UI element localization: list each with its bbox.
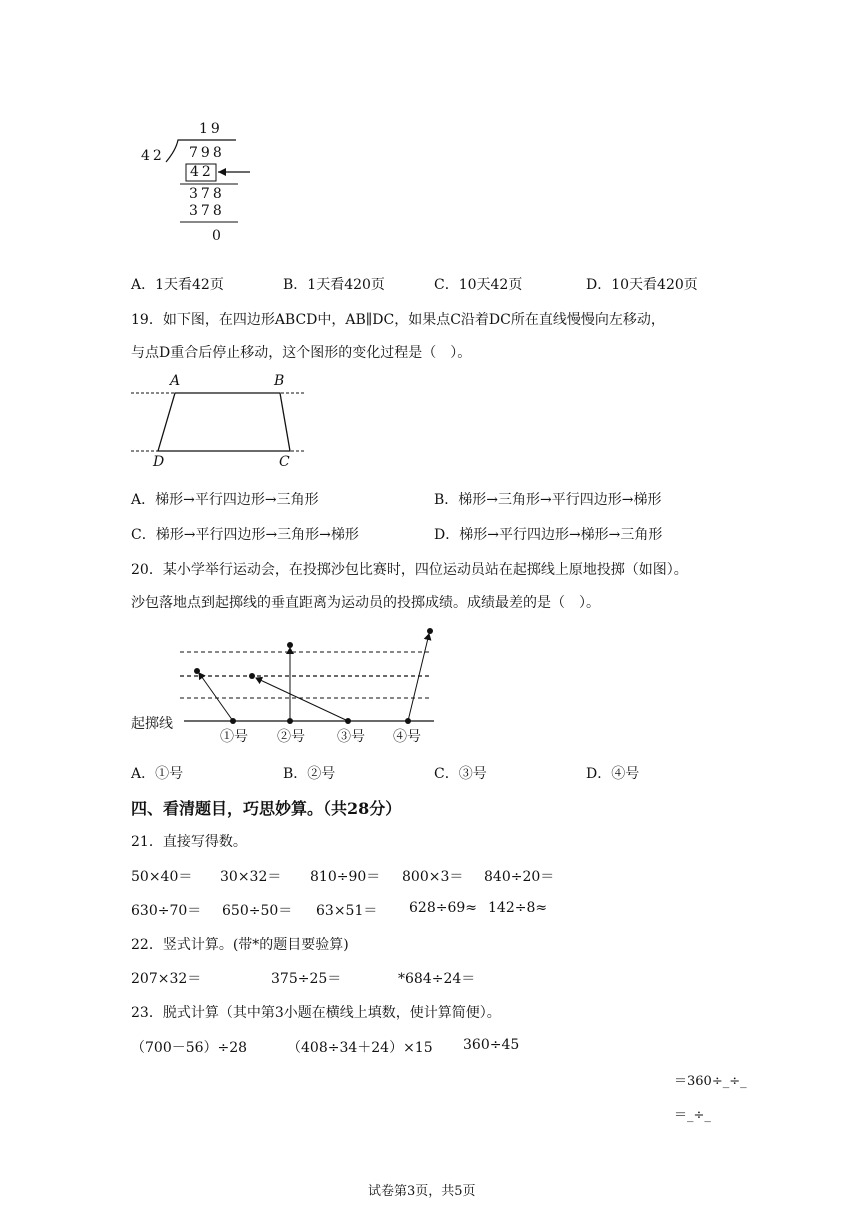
- q19-stem-line1: 19．如下图，在四边形ABCD中，AB∥DC，如果点C沿着DC所在直线慢慢向左移动，: [131, 312, 665, 328]
- q21-item: 840÷20＝: [484, 869, 555, 885]
- athlete-1-label: ①号: [220, 729, 248, 745]
- q23-working-line-1: ＝360÷_÷_: [674, 1074, 747, 1089]
- vertex-label-d: D: [153, 454, 165, 470]
- page-footer: 试卷第3页，共5页: [368, 1184, 476, 1199]
- q22-item: 207×32＝: [131, 971, 202, 987]
- q20-stem-line2: 沙包落地点到起掷线的垂直距离为运动员的投掷成绩。成绩最差的是（ ）。: [131, 595, 600, 611]
- q21-item: 30×32＝: [220, 869, 282, 885]
- quotient: 19: [199, 121, 223, 137]
- athlete-3-label: ③号: [337, 729, 365, 745]
- vertex-label-c: C: [279, 454, 290, 470]
- partial-product-2: 378: [189, 203, 225, 219]
- q21-item: 50×40＝: [131, 869, 193, 885]
- q21-item: 628÷69≈: [409, 900, 477, 916]
- final-remainder: 0: [212, 228, 221, 244]
- q19-option-d: D．梯形→平行四边形→梯形→三角形: [434, 527, 663, 543]
- vertex-label-a: A: [170, 373, 181, 389]
- q22-title: 22．竖式计算。(带*的题目要验算): [131, 937, 349, 953]
- q21-item: 800×3＝: [402, 869, 464, 885]
- q21-title: 21．直接写得数。: [131, 834, 247, 850]
- partial-product-1: 42: [190, 164, 214, 180]
- q20-option-c: C．③号: [434, 766, 487, 782]
- q18-option-b: B．1天看420页: [283, 277, 385, 293]
- q20-option-d: D．④号: [586, 766, 640, 782]
- vertex-label-b: B: [274, 373, 285, 389]
- remainder-row: 378: [189, 186, 225, 202]
- q23-title: 23．脱式计算（其中第3小题在横线上填数，使计算简便）。: [131, 1005, 501, 1021]
- athlete-2-label: ②号: [277, 729, 305, 745]
- q21-item: 63×51＝: [316, 903, 378, 919]
- q20-stem-line1: 20．某小学举行运动会，在投掷沙包比赛时，四位运动员站在起掷线上原地投掷（如图）。: [131, 562, 688, 578]
- q19-option-c: C．梯形→平行四边形→三角形→梯形: [131, 527, 359, 543]
- q23-item: （408÷34＋24）×15: [287, 1040, 433, 1056]
- q22-item: 375÷25＝: [271, 971, 342, 987]
- q23-working-line-2: ＝_÷_: [674, 1108, 711, 1123]
- divisor: 42: [141, 148, 165, 164]
- athlete-4-label: ④号: [393, 729, 421, 745]
- q21-item: 810÷90＝: [310, 869, 381, 885]
- q18-option-a: A．1天看42页: [131, 277, 224, 293]
- q20-option-a: A．①号: [131, 766, 184, 782]
- q23-item: （700－56）÷28: [131, 1040, 248, 1056]
- q21-item: 142÷8≈: [488, 900, 548, 916]
- q19-option-b: B．梯形→三角形→平行四边形→梯形: [434, 492, 662, 508]
- section-4-heading: 四、看清题目，巧思妙算。（共28分）: [131, 799, 402, 818]
- q21-item: 630÷70＝: [131, 903, 202, 919]
- q19-stem-line2: 与点D重合后停止移动，这个图形的变化过程是（ ）。: [131, 345, 472, 361]
- q18-option-c: C．10天42页: [434, 277, 523, 293]
- q18-option-d: D．10天看420页: [586, 277, 698, 293]
- dividend: 798: [189, 145, 225, 161]
- q19-option-a: A．梯形→平行四边形→三角形: [131, 492, 319, 508]
- start-line-label: 起掷线: [131, 716, 173, 732]
- q22-item: *684÷24＝: [398, 971, 476, 987]
- q21-item: 650÷50＝: [222, 903, 293, 919]
- q23-item: 360÷45: [463, 1037, 520, 1053]
- q20-option-b: B．②号: [283, 766, 336, 782]
